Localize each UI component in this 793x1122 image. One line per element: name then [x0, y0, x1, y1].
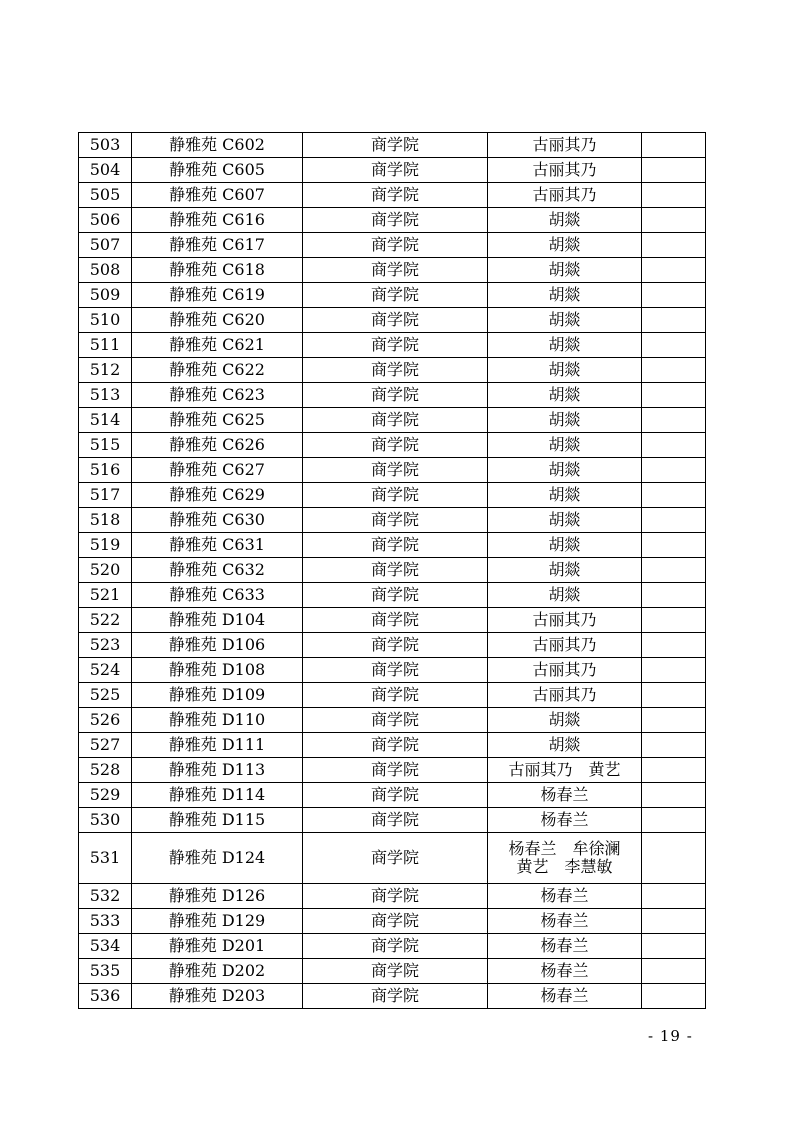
- staff-name-line: 胡燚: [548, 735, 581, 754]
- staff-cell: [488, 183, 642, 208]
- staff-name-line: 古丽其乃: [532, 135, 597, 154]
- department-cell: 商学院: [303, 233, 488, 258]
- staff-cell: [488, 433, 642, 458]
- row-number-cell: 503: [79, 133, 132, 158]
- department-cell: 商学院: [303, 483, 488, 508]
- staff-cell: [488, 533, 642, 558]
- table-row: [79, 984, 706, 1009]
- staff-name-line: 古丽其乃: [532, 610, 597, 629]
- room-cell: 静雅苑 D129: [132, 909, 303, 934]
- row-number-cell: 518: [79, 508, 132, 533]
- staff-cell: [488, 583, 642, 608]
- note-cell: [642, 233, 706, 258]
- department-cell: 商学院: [303, 158, 488, 183]
- department-cell: 商学院: [303, 208, 488, 233]
- staff-name-line: 黄艺 李慧敏: [516, 857, 613, 876]
- row-number-cell: 536: [79, 984, 132, 1009]
- table-row: [79, 283, 706, 308]
- note-cell: [642, 683, 706, 708]
- table-row: [79, 783, 706, 808]
- row-number-cell: 517: [79, 483, 132, 508]
- room-cell: 静雅苑 C616: [132, 208, 303, 233]
- room-cell: 静雅苑 C629: [132, 483, 303, 508]
- staff-cell: [488, 158, 642, 183]
- staff-cell: [488, 333, 642, 358]
- staff-cell: [488, 458, 642, 483]
- room-cell: 静雅苑 C625: [132, 408, 303, 433]
- room-cell: 静雅苑 D108: [132, 658, 303, 683]
- room-cell: 静雅苑 D114: [132, 783, 303, 808]
- staff-cell: [488, 133, 642, 158]
- row-number-cell: 507: [79, 233, 132, 258]
- note-cell: [642, 833, 706, 884]
- table-row: [79, 934, 706, 959]
- room-cell: 静雅苑 D201: [132, 934, 303, 959]
- staff-cell: [488, 909, 642, 934]
- row-number-cell: 532: [79, 884, 132, 909]
- staff-cell: [488, 708, 642, 733]
- row-number-cell: 521: [79, 583, 132, 608]
- room-cell: 静雅苑 D111: [132, 733, 303, 758]
- staff-name-line: 胡燚: [548, 510, 581, 529]
- note-cell: [642, 758, 706, 783]
- staff-name-line: 古丽其乃: [532, 635, 597, 654]
- staff-cell: [488, 233, 642, 258]
- room-cell: 静雅苑 D115: [132, 808, 303, 833]
- row-number-cell: 530: [79, 808, 132, 833]
- room-cell: 静雅苑 D106: [132, 633, 303, 658]
- room-cell: 静雅苑 C605: [132, 158, 303, 183]
- note-cell: [642, 183, 706, 208]
- room-cell: 静雅苑 C631: [132, 533, 303, 558]
- note-cell: [642, 808, 706, 833]
- department-cell: 商学院: [303, 458, 488, 483]
- row-number-cell: 516: [79, 458, 132, 483]
- room-cell: 静雅苑 C607: [132, 183, 303, 208]
- room-cell: 静雅苑 C632: [132, 558, 303, 583]
- row-number-cell: 534: [79, 934, 132, 959]
- row-number-cell: 527: [79, 733, 132, 758]
- note-cell: [642, 884, 706, 909]
- row-number-cell: 529: [79, 783, 132, 808]
- table-row: [79, 758, 706, 783]
- staff-cell: [488, 308, 642, 333]
- table-row: [79, 708, 706, 733]
- room-cell: 静雅苑 D113: [132, 758, 303, 783]
- staff-cell: [488, 833, 642, 884]
- row-number-cell: 508: [79, 258, 132, 283]
- staff-name-line: 胡燚: [548, 560, 581, 579]
- note-cell: [642, 258, 706, 283]
- note-cell: [642, 959, 706, 984]
- department-cell: 商学院: [303, 408, 488, 433]
- staff-name-line: 胡燚: [548, 585, 581, 604]
- note-cell: [642, 583, 706, 608]
- note-cell: [642, 909, 706, 934]
- room-cell: 静雅苑 C630: [132, 508, 303, 533]
- note-cell: [642, 608, 706, 633]
- table-row: [79, 683, 706, 708]
- staff-name-line: 古丽其乃: [532, 685, 597, 704]
- room-cell: 静雅苑 D104: [132, 608, 303, 633]
- note-cell: [642, 208, 706, 233]
- department-cell: 商学院: [303, 433, 488, 458]
- staff-cell: [488, 758, 642, 783]
- table-row: [79, 308, 706, 333]
- table-row: [79, 433, 706, 458]
- room-cell: 静雅苑 C627: [132, 458, 303, 483]
- staff-cell: [488, 808, 642, 833]
- department-cell: 商学院: [303, 783, 488, 808]
- staff-cell: [488, 358, 642, 383]
- department-cell: 商学院: [303, 733, 488, 758]
- room-cell: 静雅苑 C622: [132, 358, 303, 383]
- room-cell: 静雅苑 C633: [132, 583, 303, 608]
- staff-cell: [488, 383, 642, 408]
- department-cell: 商学院: [303, 558, 488, 583]
- note-cell: [642, 558, 706, 583]
- room-cell: 静雅苑 C626: [132, 433, 303, 458]
- staff-name-line: 胡燚: [548, 260, 581, 279]
- staff-cell: [488, 408, 642, 433]
- department-cell: 商学院: [303, 808, 488, 833]
- table-row: [79, 208, 706, 233]
- staff-name-line: 胡燚: [548, 460, 581, 479]
- staff-name-line: 胡燚: [548, 410, 581, 429]
- table-row: [79, 258, 706, 283]
- row-number-cell: 528: [79, 758, 132, 783]
- row-number-cell: 515: [79, 433, 132, 458]
- staff-name-line: 杨春兰 牟徐澜: [508, 839, 621, 858]
- note-cell: [642, 158, 706, 183]
- row-number-cell: 520: [79, 558, 132, 583]
- row-number-cell: 514: [79, 408, 132, 433]
- table-row: [79, 133, 706, 158]
- table-row: [79, 583, 706, 608]
- department-cell: 商学院: [303, 333, 488, 358]
- staff-name-line: 胡燚: [548, 310, 581, 329]
- table-row: [79, 884, 706, 909]
- table-row: [79, 909, 706, 934]
- row-number-cell: 523: [79, 633, 132, 658]
- department-cell: 商学院: [303, 959, 488, 984]
- table-row: [79, 383, 706, 408]
- row-number-cell: 535: [79, 959, 132, 984]
- staff-cell: [488, 959, 642, 984]
- staff-cell: [488, 984, 642, 1009]
- note-cell: [642, 984, 706, 1009]
- row-number-cell: 505: [79, 183, 132, 208]
- staff-name-line: 杨春兰: [540, 986, 589, 1005]
- department-cell: 商学院: [303, 183, 488, 208]
- department-cell: 商学院: [303, 833, 488, 884]
- table-row: [79, 833, 706, 884]
- staff-name-line: 古丽其乃: [532, 160, 597, 179]
- table-row: [79, 508, 706, 533]
- row-number-cell: 522: [79, 608, 132, 633]
- department-cell: 商学院: [303, 884, 488, 909]
- room-cell: 静雅苑 C619: [132, 283, 303, 308]
- table-row: [79, 333, 706, 358]
- department-cell: 商学院: [303, 383, 488, 408]
- row-number-cell: 512: [79, 358, 132, 383]
- note-cell: [642, 433, 706, 458]
- note-cell: [642, 283, 706, 308]
- room-cell: 静雅苑 D202: [132, 959, 303, 984]
- department-cell: 商学院: [303, 533, 488, 558]
- room-cell: 静雅苑 C618: [132, 258, 303, 283]
- department-cell: 商学院: [303, 934, 488, 959]
- table-row: [79, 633, 706, 658]
- room-cell: 静雅苑 C623: [132, 383, 303, 408]
- staff-name-line: 胡燚: [548, 335, 581, 354]
- note-cell: [642, 458, 706, 483]
- dormitory-table: [78, 132, 706, 1009]
- staff-name-line: 胡燚: [548, 485, 581, 504]
- row-number-cell: 506: [79, 208, 132, 233]
- staff-cell: [488, 258, 642, 283]
- staff-cell: [488, 633, 642, 658]
- note-cell: [642, 508, 706, 533]
- table-row: [79, 959, 706, 984]
- row-number-cell: 504: [79, 158, 132, 183]
- room-cell: 静雅苑 D124: [132, 833, 303, 884]
- table-row: [79, 358, 706, 383]
- row-number-cell: 533: [79, 909, 132, 934]
- staff-cell: [488, 683, 642, 708]
- staff-name-line: 古丽其乃: [532, 660, 597, 679]
- staff-cell: [488, 283, 642, 308]
- table-row: [79, 608, 706, 633]
- note-cell: [642, 934, 706, 959]
- staff-cell: [488, 884, 642, 909]
- room-cell: 静雅苑 D126: [132, 884, 303, 909]
- table-row: [79, 533, 706, 558]
- department-cell: 商学院: [303, 658, 488, 683]
- department-cell: 商学院: [303, 283, 488, 308]
- staff-name-line: 胡燚: [548, 285, 581, 304]
- staff-name-line: 古丽其乃 黄艺: [508, 760, 621, 779]
- row-number-cell: 525: [79, 683, 132, 708]
- row-number-cell: 519: [79, 533, 132, 558]
- staff-name-line: 胡燚: [548, 235, 581, 254]
- table-row: [79, 183, 706, 208]
- department-cell: 商学院: [303, 984, 488, 1009]
- department-cell: 商学院: [303, 909, 488, 934]
- staff-cell: [488, 733, 642, 758]
- staff-name-line: 杨春兰: [540, 936, 589, 955]
- staff-name-line: 杨春兰: [540, 810, 589, 829]
- staff-name-line: 胡燚: [548, 710, 581, 729]
- table-row: [79, 483, 706, 508]
- page-number: - 19 -: [648, 1027, 693, 1045]
- staff-cell: [488, 934, 642, 959]
- note-cell: [642, 658, 706, 683]
- department-cell: 商学院: [303, 258, 488, 283]
- room-cell: 静雅苑 D203: [132, 984, 303, 1009]
- staff-cell: [488, 558, 642, 583]
- table-row: [79, 408, 706, 433]
- row-number-cell: 511: [79, 333, 132, 358]
- staff-cell: [488, 608, 642, 633]
- staff-name-line: 胡燚: [548, 210, 581, 229]
- staff-name-line: 胡燚: [548, 385, 581, 404]
- room-cell: 静雅苑 C621: [132, 333, 303, 358]
- staff-name-line: 胡燚: [548, 435, 581, 454]
- note-cell: [642, 133, 706, 158]
- room-cell: 静雅苑 D110: [132, 708, 303, 733]
- table-row: [79, 733, 706, 758]
- note-cell: [642, 633, 706, 658]
- note-cell: [642, 333, 706, 358]
- note-cell: [642, 308, 706, 333]
- row-number-cell: 510: [79, 308, 132, 333]
- department-cell: 商学院: [303, 583, 488, 608]
- table-row: [79, 658, 706, 683]
- department-cell: 商学院: [303, 358, 488, 383]
- note-cell: [642, 783, 706, 808]
- staff-name-line: 杨春兰: [540, 911, 589, 930]
- table-row: [79, 558, 706, 583]
- note-cell: [642, 708, 706, 733]
- staff-cell: [488, 483, 642, 508]
- department-cell: 商学院: [303, 683, 488, 708]
- staff-name-line: 杨春兰: [540, 785, 589, 804]
- staff-name-line: 杨春兰: [540, 961, 589, 980]
- department-cell: 商学院: [303, 508, 488, 533]
- staff-cell: [488, 783, 642, 808]
- room-cell: 静雅苑 C602: [132, 133, 303, 158]
- staff-name-line: 胡燚: [548, 535, 581, 554]
- table-row: [79, 808, 706, 833]
- table-row: [79, 158, 706, 183]
- row-number-cell: 524: [79, 658, 132, 683]
- department-cell: 商学院: [303, 133, 488, 158]
- note-cell: [642, 483, 706, 508]
- department-cell: 商学院: [303, 758, 488, 783]
- staff-name-line: 杨春兰: [540, 886, 589, 905]
- note-cell: [642, 383, 706, 408]
- row-number-cell: 531: [79, 833, 132, 884]
- staff-name-line: 胡燚: [548, 360, 581, 379]
- staff-cell: [488, 658, 642, 683]
- room-cell: 静雅苑 C620: [132, 308, 303, 333]
- room-cell: 静雅苑 C617: [132, 233, 303, 258]
- table-row: [79, 233, 706, 258]
- staff-cell: [488, 508, 642, 533]
- staff-cell: [488, 208, 642, 233]
- note-cell: [642, 733, 706, 758]
- note-cell: [642, 358, 706, 383]
- department-cell: 商学院: [303, 308, 488, 333]
- department-cell: 商学院: [303, 633, 488, 658]
- row-number-cell: 509: [79, 283, 132, 308]
- note-cell: [642, 408, 706, 433]
- staff-name-line: 古丽其乃: [532, 185, 597, 204]
- row-number-cell: 513: [79, 383, 132, 408]
- department-cell: 商学院: [303, 608, 488, 633]
- table-body: [79, 133, 706, 1009]
- row-number-cell: 526: [79, 708, 132, 733]
- table-row: [79, 458, 706, 483]
- note-cell: [642, 533, 706, 558]
- room-cell: 静雅苑 D109: [132, 683, 303, 708]
- department-cell: 商学院: [303, 708, 488, 733]
